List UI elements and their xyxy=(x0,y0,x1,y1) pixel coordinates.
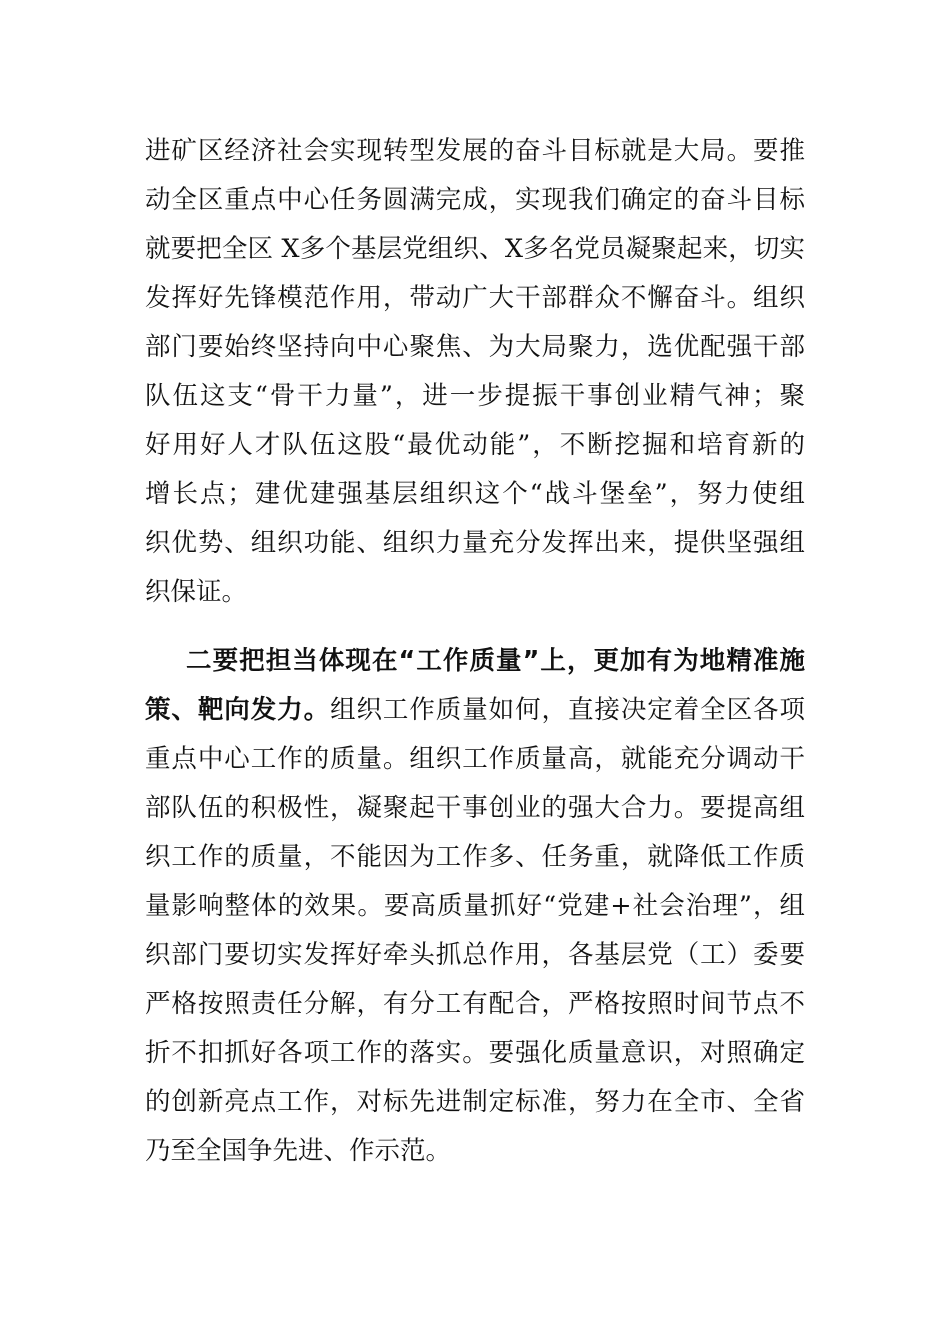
paragraph-line: 动全区重点中心任务圆满完成，实现我们确定的奋斗目标 xyxy=(145,185,805,215)
paragraph-line: 部队伍的积极性，凝聚起干事创业的强大合力。要提高组 xyxy=(145,793,805,823)
section-heading-tail: 策、靶向发力。 xyxy=(145,695,331,725)
paragraph-line: 重点中心工作的质量。组织工作质量高，就能充分调动干 xyxy=(145,744,805,774)
paragraph-line: 就要把全区 X多个基层党组织、X多名党员凝聚起来，切实 xyxy=(145,234,805,264)
paragraph-line: 进矿区经济社会实现转型发展的奋斗目标就是大局。要推 xyxy=(145,136,805,166)
paragraph-line: 折不扣抓好各项工作的落实。要强化质量意识，对照确定 xyxy=(145,1038,805,1068)
paragraph-line: 织工作的质量，不能因为工作多、任务重，就降低工作质 xyxy=(145,842,805,872)
paragraph-line: 发挥好先锋模范作用，带动广大干部群众不懈奋斗。组织 xyxy=(145,283,805,313)
paragraph-text: 组织工作质量如何，直接决定着全区各项 xyxy=(330,695,805,725)
paragraph-line: 严格按照责任分解，有分工有配合，严格按照时间节点不 xyxy=(145,989,805,1019)
paragraph-line-mixed xyxy=(145,692,805,728)
paragraph-line: 部门要始终坚持向中心聚焦、为大局聚力，选优配强干部 xyxy=(145,332,805,362)
paragraph-line: 的创新亮点工作，对标先进制定标准，努力在全市、全省 xyxy=(145,1087,805,1117)
paragraph-line: 量影响整体的效果。要高质量抓好“党建+社会治理”，组 xyxy=(145,891,805,921)
paragraph-line: 织优势、组织功能、组织力量充分发挥出来，提供坚强组 xyxy=(145,528,805,558)
paragraph-line: 织部门要切实发挥好牵头抓总作用，各基层党（工）委要 xyxy=(145,940,805,970)
paragraph-line: 好用好人才队伍这股“最优动能”，不断挖掘和培育新的 xyxy=(145,430,805,460)
paragraph-line: 增长点；建优建强基层组织这个“战斗堡垒”，努力使组 xyxy=(145,479,805,509)
paragraph-line: 队伍这支“骨干力量”，进一步提振干事创业精气神；聚 xyxy=(145,381,805,411)
section-heading-line: 二要把担当体现在“工作质量”上，更加有为地精准施 xyxy=(186,646,805,676)
paragraph-line: 乃至全国争先进、作示范。 xyxy=(145,1136,452,1166)
paragraph-line: 织保证。 xyxy=(145,577,248,607)
